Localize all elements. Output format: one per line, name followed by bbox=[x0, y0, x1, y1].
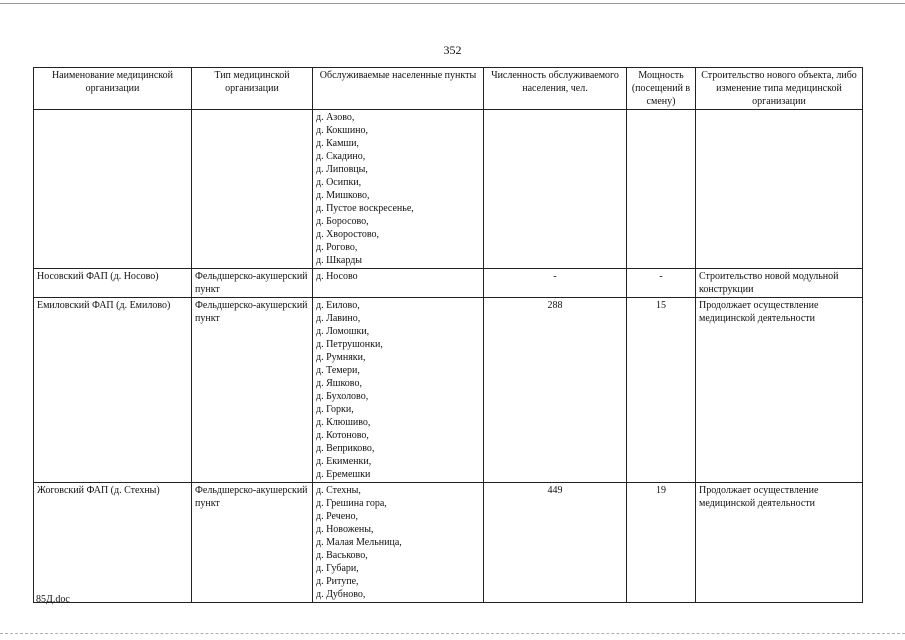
organization-name: Носовский ФАП (д. Носово) bbox=[37, 271, 159, 282]
table-row bbox=[34, 269, 863, 298]
cell-organization-name bbox=[34, 298, 192, 483]
settlement-item: д. Еилово, bbox=[316, 300, 360, 311]
cell-settlements bbox=[313, 110, 484, 269]
settlement-item: д. Шкарды bbox=[316, 255, 362, 266]
settlement-item: д. Васьково, bbox=[316, 550, 368, 561]
table-body bbox=[34, 110, 863, 603]
cell-capacity bbox=[627, 483, 696, 603]
cell-organization-type bbox=[192, 269, 313, 298]
table-row bbox=[34, 483, 863, 603]
cell-organization-name bbox=[34, 110, 192, 269]
organization-name: Емиловский ФАП (д. Емилово) bbox=[37, 300, 171, 311]
settlement-item: д. Рогово, bbox=[316, 242, 358, 253]
cell-organization-type bbox=[192, 483, 313, 603]
settlement-item: д. Стехны, bbox=[316, 485, 361, 496]
settlement-item: д. Котоново, bbox=[316, 430, 369, 441]
settlement-item: д. Бухолово, bbox=[316, 391, 369, 402]
cell-settlements bbox=[313, 269, 484, 298]
page-number: 352 bbox=[443, 43, 462, 57]
settlement-item: д. Кокшино, bbox=[316, 125, 369, 136]
cell-settlements bbox=[313, 298, 484, 483]
cell-population bbox=[484, 110, 627, 269]
cell-population bbox=[484, 298, 627, 483]
settlement-item: д. Дубново, bbox=[316, 589, 366, 600]
settlement-item: д. Еремешки bbox=[316, 469, 371, 480]
table-row bbox=[34, 110, 863, 269]
cell-capacity bbox=[627, 269, 696, 298]
cell-organization-name bbox=[34, 269, 192, 298]
settlement-item: д. Мишково, bbox=[316, 190, 370, 201]
cell-action bbox=[696, 298, 863, 483]
settlement-item: д. Боросово, bbox=[316, 216, 369, 227]
table-header-row bbox=[34, 68, 863, 110]
cell-organization-type bbox=[192, 110, 313, 269]
settlement-item: д. Азово, bbox=[316, 112, 355, 123]
settlement-item: д. Хворостово, bbox=[316, 229, 380, 240]
settlement-item: д. Горки, bbox=[316, 404, 354, 415]
table-row bbox=[34, 298, 863, 483]
cell-organization-type bbox=[192, 298, 313, 483]
settlement-item: д. Новожены, bbox=[316, 524, 374, 535]
action-text: Продолжает осуществление медицинской деятельности bbox=[699, 485, 819, 509]
population-value: 449 bbox=[547, 485, 563, 496]
organization-type: Фельдшерско-акушерский пункт bbox=[195, 271, 308, 295]
settlement-item: д. Ломошки, bbox=[316, 326, 370, 337]
population-value: 288 bbox=[547, 300, 563, 311]
settlement-item: д. Петрушонки, bbox=[316, 339, 383, 350]
column-header-population: Численность обслуживаемого населения, чел. bbox=[484, 68, 627, 110]
organization-type: Фельдшерско-акушерский пункт bbox=[195, 485, 308, 509]
settlement-item: д. Губари, bbox=[316, 563, 359, 574]
column-header-type: Тип медицинской организации bbox=[192, 68, 313, 110]
settlement-item: д. Лавино, bbox=[316, 313, 361, 324]
cell-settlements bbox=[313, 483, 484, 603]
capacity-value: - bbox=[659, 271, 663, 282]
settlement-item: д. Веприково, bbox=[316, 443, 375, 454]
cell-capacity bbox=[627, 298, 696, 483]
settlement-item: д. Липовцы, bbox=[316, 164, 368, 175]
cell-organization-name bbox=[34, 483, 192, 603]
settlement-item: д. Носово bbox=[316, 271, 358, 282]
settlement-item: д. Клюшиво, bbox=[316, 417, 371, 428]
scan-edge-bottom bbox=[0, 633, 905, 634]
settlement-item: д. Темери, bbox=[316, 365, 360, 376]
settlement-item: д. Яшково, bbox=[316, 378, 362, 389]
column-header-name: Наименование медицинской организации bbox=[34, 68, 192, 110]
scan-edge-top bbox=[0, 3, 905, 4]
settlement-item: д. Речено, bbox=[316, 511, 359, 522]
settlement-item: д. Камши, bbox=[316, 138, 359, 149]
settlement-item: д. Малая Мельница, bbox=[316, 537, 402, 548]
capacity-value: 15 bbox=[656, 300, 666, 311]
settlement-item: д. Скадино, bbox=[316, 151, 366, 162]
capacity-value: 19 bbox=[656, 485, 666, 496]
column-header-action: Строительство нового объекта, либо изменение типа медицинской организации bbox=[696, 68, 863, 110]
action-text: Строительство новой модульной конструкции bbox=[699, 271, 839, 295]
cell-action bbox=[696, 483, 863, 603]
document-filename: 85Д.doc bbox=[36, 594, 70, 605]
population-value: - bbox=[553, 271, 557, 282]
column-header-settlements: Обслуживаемые населенные пункты bbox=[313, 68, 484, 110]
cell-population bbox=[484, 269, 627, 298]
settlement-item: д. Осипки, bbox=[316, 177, 362, 188]
settlement-item: д. Екименки, bbox=[316, 456, 372, 467]
action-text: Продолжает осуществление медицинской деятельности bbox=[699, 300, 819, 324]
organization-name: Жоговский ФАП (д. Стехны) bbox=[37, 485, 160, 496]
cell-capacity bbox=[627, 110, 696, 269]
settlement-item: д. Грешина гора, bbox=[316, 498, 387, 509]
settlement-item: д. Пустое воскресенье, bbox=[316, 203, 414, 214]
settlement-item: д. Ритупе, bbox=[316, 576, 359, 587]
column-header-capacity: Мощность (посещений в смену) bbox=[627, 68, 696, 110]
medical-organizations-table bbox=[33, 67, 863, 603]
settlement-item: д. Румняки, bbox=[316, 352, 366, 363]
cell-action bbox=[696, 269, 863, 298]
cell-population bbox=[484, 483, 627, 603]
cell-action bbox=[696, 110, 863, 269]
organization-type: Фельдшерско-акушерский пункт bbox=[195, 300, 308, 324]
